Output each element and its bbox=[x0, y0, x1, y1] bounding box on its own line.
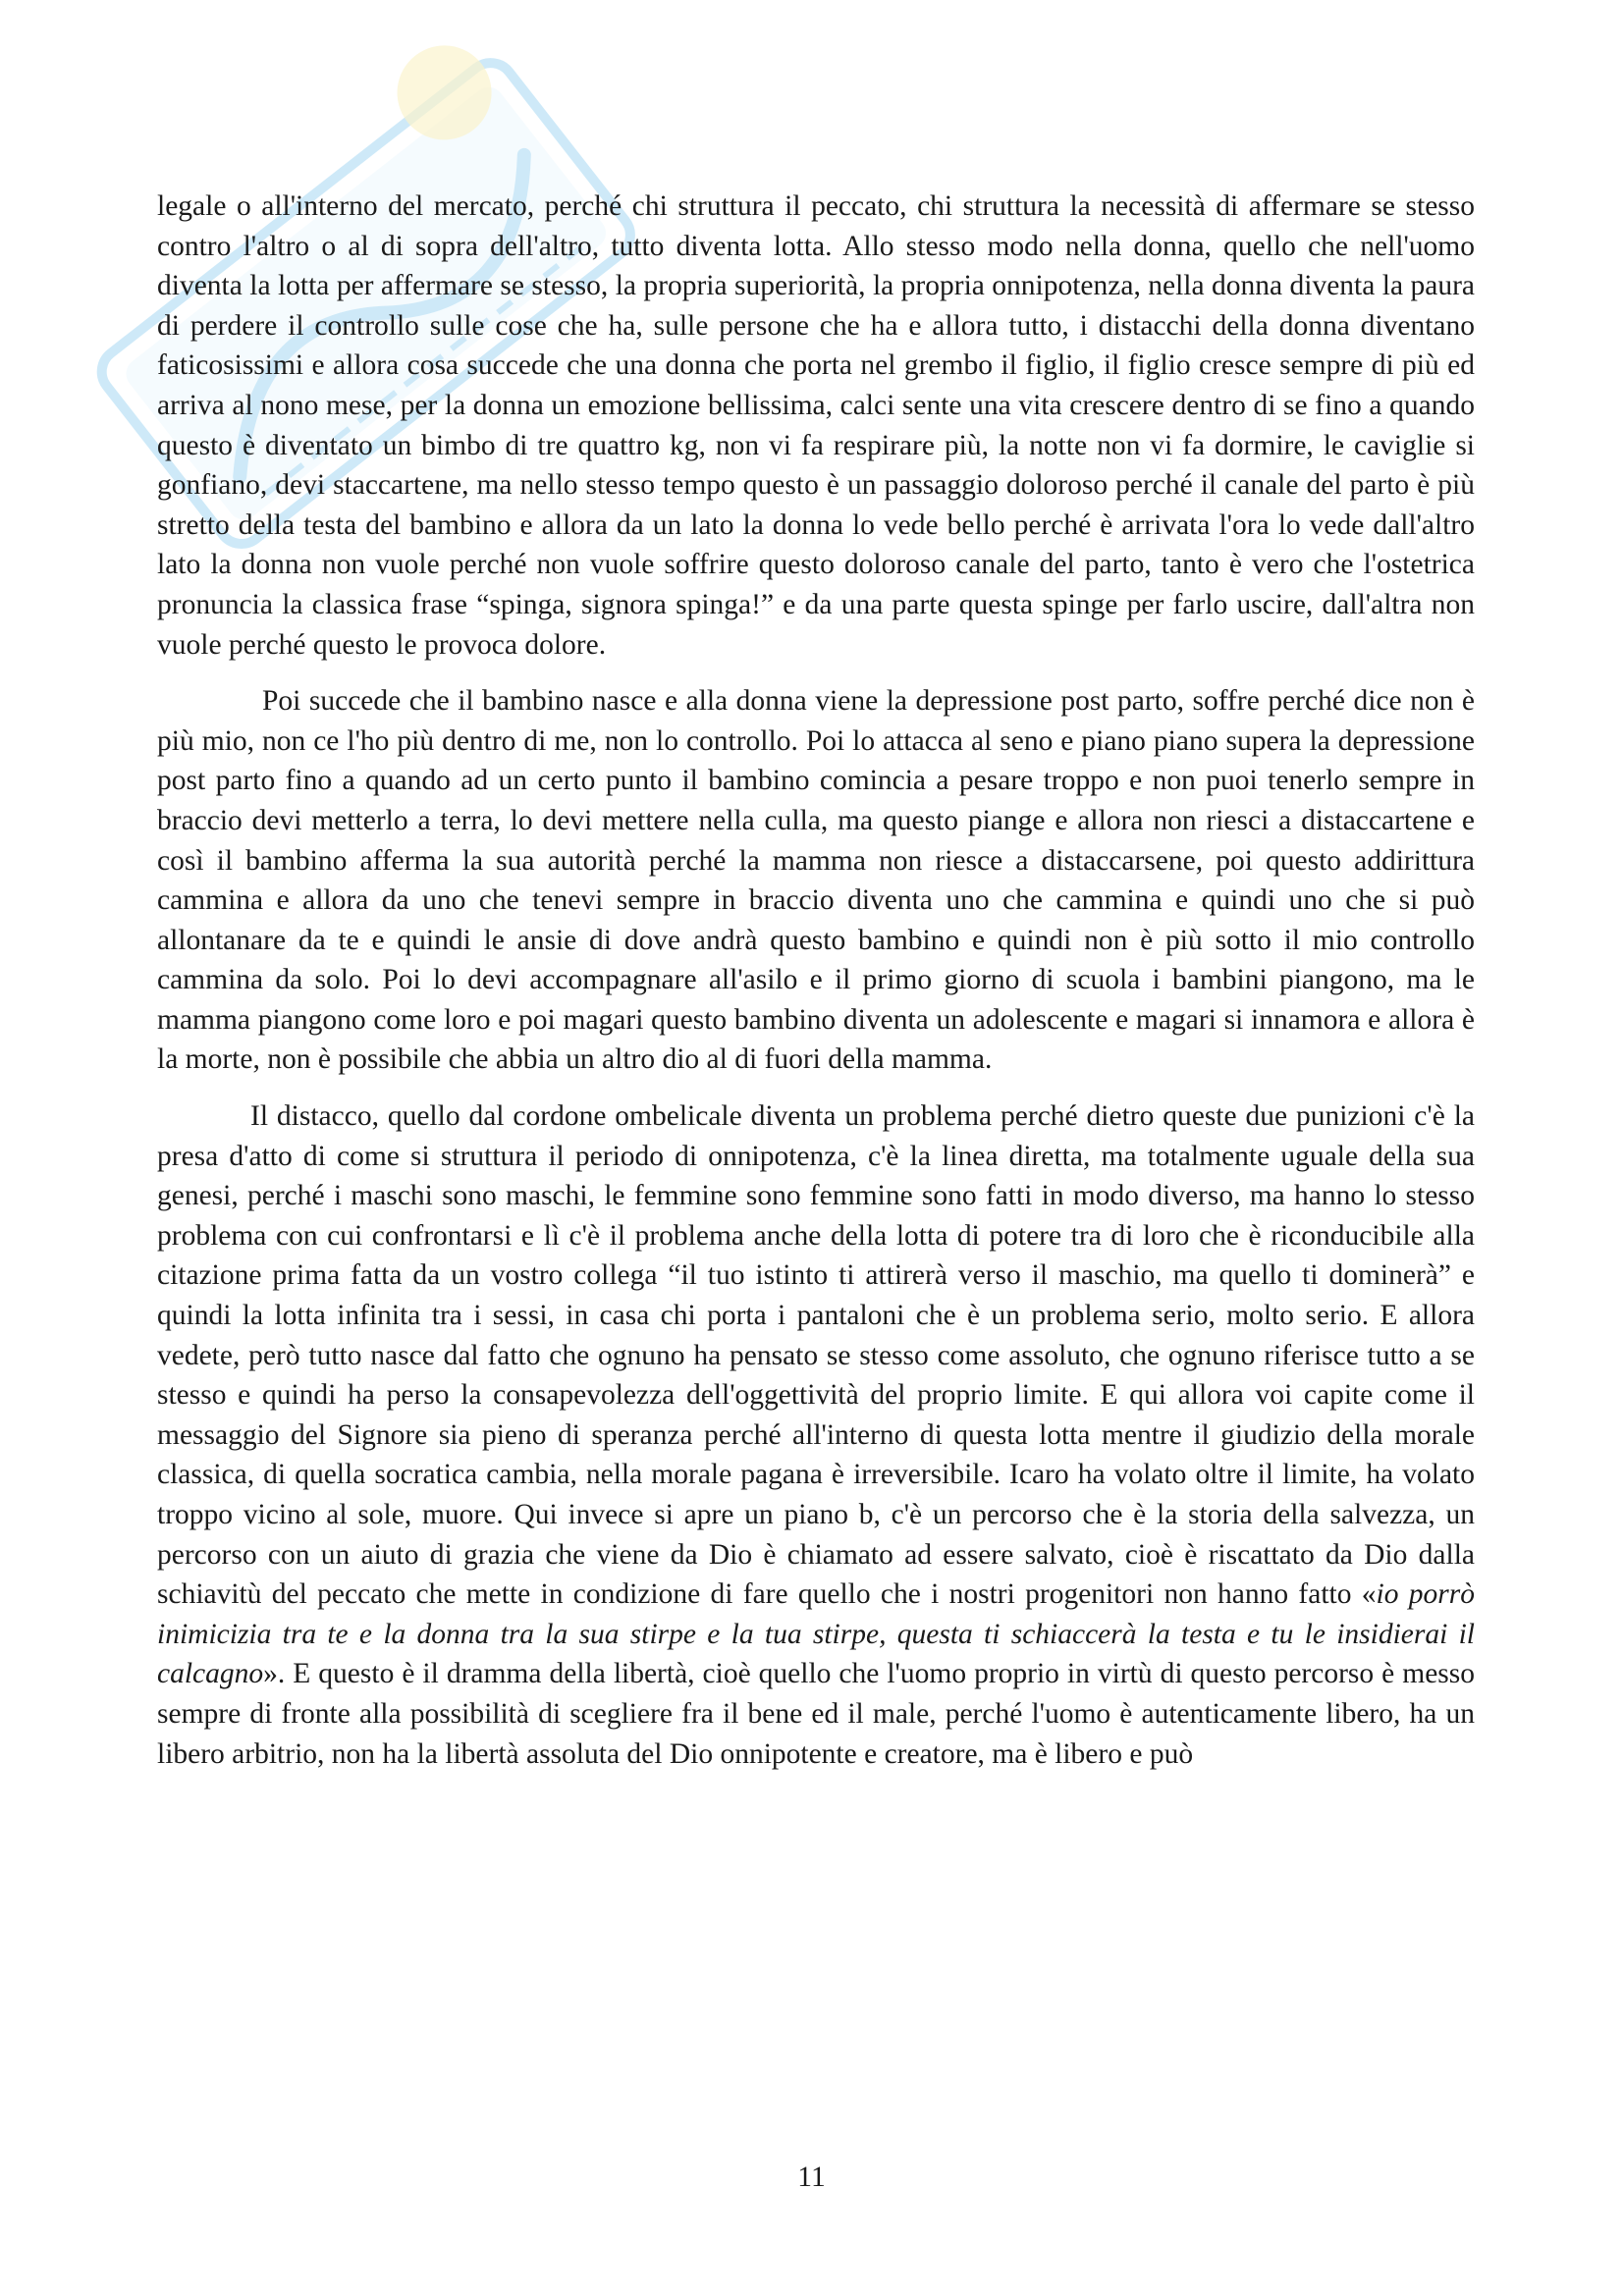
paragraph-3-text: Il distacco, quello dal cordone ombelicale diventa un problema perché dietro queste due punizioni c'è la presa d'atto di come si struttura il periodo di onnipotenza, c'è la linea diretta, ma totalmente uguale della sua genesi, perché i maschi sono maschi, le femmine sono femmine sono fatti in modo diverso, ma hanno lo stesso problema con cui confrontarsi e lì c'è il problema anche della lotta di potere tra di loro che è riconducibile alla citazione prima fatta da un vostro collega “il tuo istinto ti attirerà verso il maschio, ma quello ti dominerà” e quindi la lotta infinita tra i sessi, in casa chi porta i pantaloni che è un problema serio, molto serio. E allora vedete, però tutto nasce dal fatto che ognuno ha pensato se stesso come assoluto, che ognuno riferisce tutto a se stesso e quindi ha perso la consapevolezza dell'oggettività del proprio limite. E qui allora voi capite come il messaggio del Signore sia pieno di speranza perché all'interno di questa lotta mentre il giudizio della morale classica, di quella socratica cambia, nella morale pagana è irreversibile. Icaro ha volato oltre il limite, ha volato troppo vicino al sole, muore. Qui invece si apre un piano b, c'è un percorso che è la storia della salvezza, un percorso con un aiuto di grazia che viene da Dio è chiamato ad essere salvato, cioè è riscattato da Dio dalla schiavitù del peccato che mette in condizione di fare quello che i nostri progenitori non hanno fatto « bbox=[157, 1100, 1475, 1611]
paragraph-3-continuation: ». E questo è il dramma della libertà, cioè quello che l'uomo proprio in virtù di questo percorso è messo sempre di fronte alla possibilità di scegliere fra il bene ed il male, perché l'uomo è autenticamente libero, ha un libero arbitrio, non ha la libertà assoluta del Dio onnipotente e creatore, ma è libero e può bbox=[157, 1658, 1475, 1770]
document-body bbox=[157, 187, 1475, 1774]
paragraph-2: Poi succede che il bambino nasce e alla donna viene la depressione post parto, soffre perché dice non è più mio, non ce l'ho più dentro di me, non lo controllo. Poi lo attacca al seno e piano piano supera la depressione post parto fino a quando ad un certo punto il bambino comincia a pesare troppo e non puoi tenerlo sempre in braccio devi metterlo a terra, lo devi mettere nella culla, ma questo piange e allora non riesci a distaccartene e così il bambino afferma la sua autorità perché la mamma non riesce a distaccarsene, poi questo addirittura cammina e allora da uno che tenevi sempre in braccio diventa uno che cammina e quindi uno che si può allontanare da te e quindi le ansie di dove andrà questo bambino e quindi non è più sotto il mio controllo cammina da solo. Poi lo devi accompagnare all'asilo e il primo giorno di scuola i bambini piangono, ma le mamma piangono come loro e poi magari questo bambino diventa un adolescente e magari si innamora e allora è la morte, non è possibile che abbia un altro dio al di fuori della mamma. bbox=[157, 685, 1475, 1076]
paragraph-3 bbox=[157, 1096, 1475, 1774]
page-number: 11 bbox=[797, 2162, 826, 2193]
scripture-quote: io porrò inimicizia tra te e la donna tra la sua stirpe e la tua stirpe, questa ti schiaccerà la testa e tu le insidierai il calcagno bbox=[157, 1578, 1475, 1690]
paragraph-1: legale o all'interno del mercato, perché chi struttura il peccato, chi struttura la necessità di affermare se stesso contro l'altro o al di sopra dell'altro, tutto diventa lotta. Allo stesso modo nella donna, quello che nell'uomo diventa la lotta per affermare se stesso, la propria superiorità, la propria onnipotenza, nella donna diventa la paura di perdere il controllo sulle cose che ha, sulle persone che ha e allora tutto, i distacchi della donna diventano faticosissimi e allora cosa succede che una donna che porta nel grembo il figlio, il figlio cresce sempre di più ed arriva al nono mese, per la donna un emozione bellissima, calci sente una vita crescere dentro di se fino a quando questo è diventato un bimbo di tre quattro kg, non vi fa respirare più, la notte non vi fa dormire, le caviglie si gonfiano, devi staccartene, ma nello stesso tempo questo è un passaggio doloroso perché il canale del parto è più stretto della testa del bambino e allora da un lato la donna lo vede bello perché è arrivata l'ora lo vede dall'altro lato la donna non vuole perché non vuole soffrire questo doloroso canale del parto, tanto è vero che l'ostetrica pronuncia la classica frase “spinga, signora spinga!” e da una parte questa spinge per farlo uscire, dall'altra non vuole perché questo le provoca dolore. bbox=[157, 190, 1475, 661]
